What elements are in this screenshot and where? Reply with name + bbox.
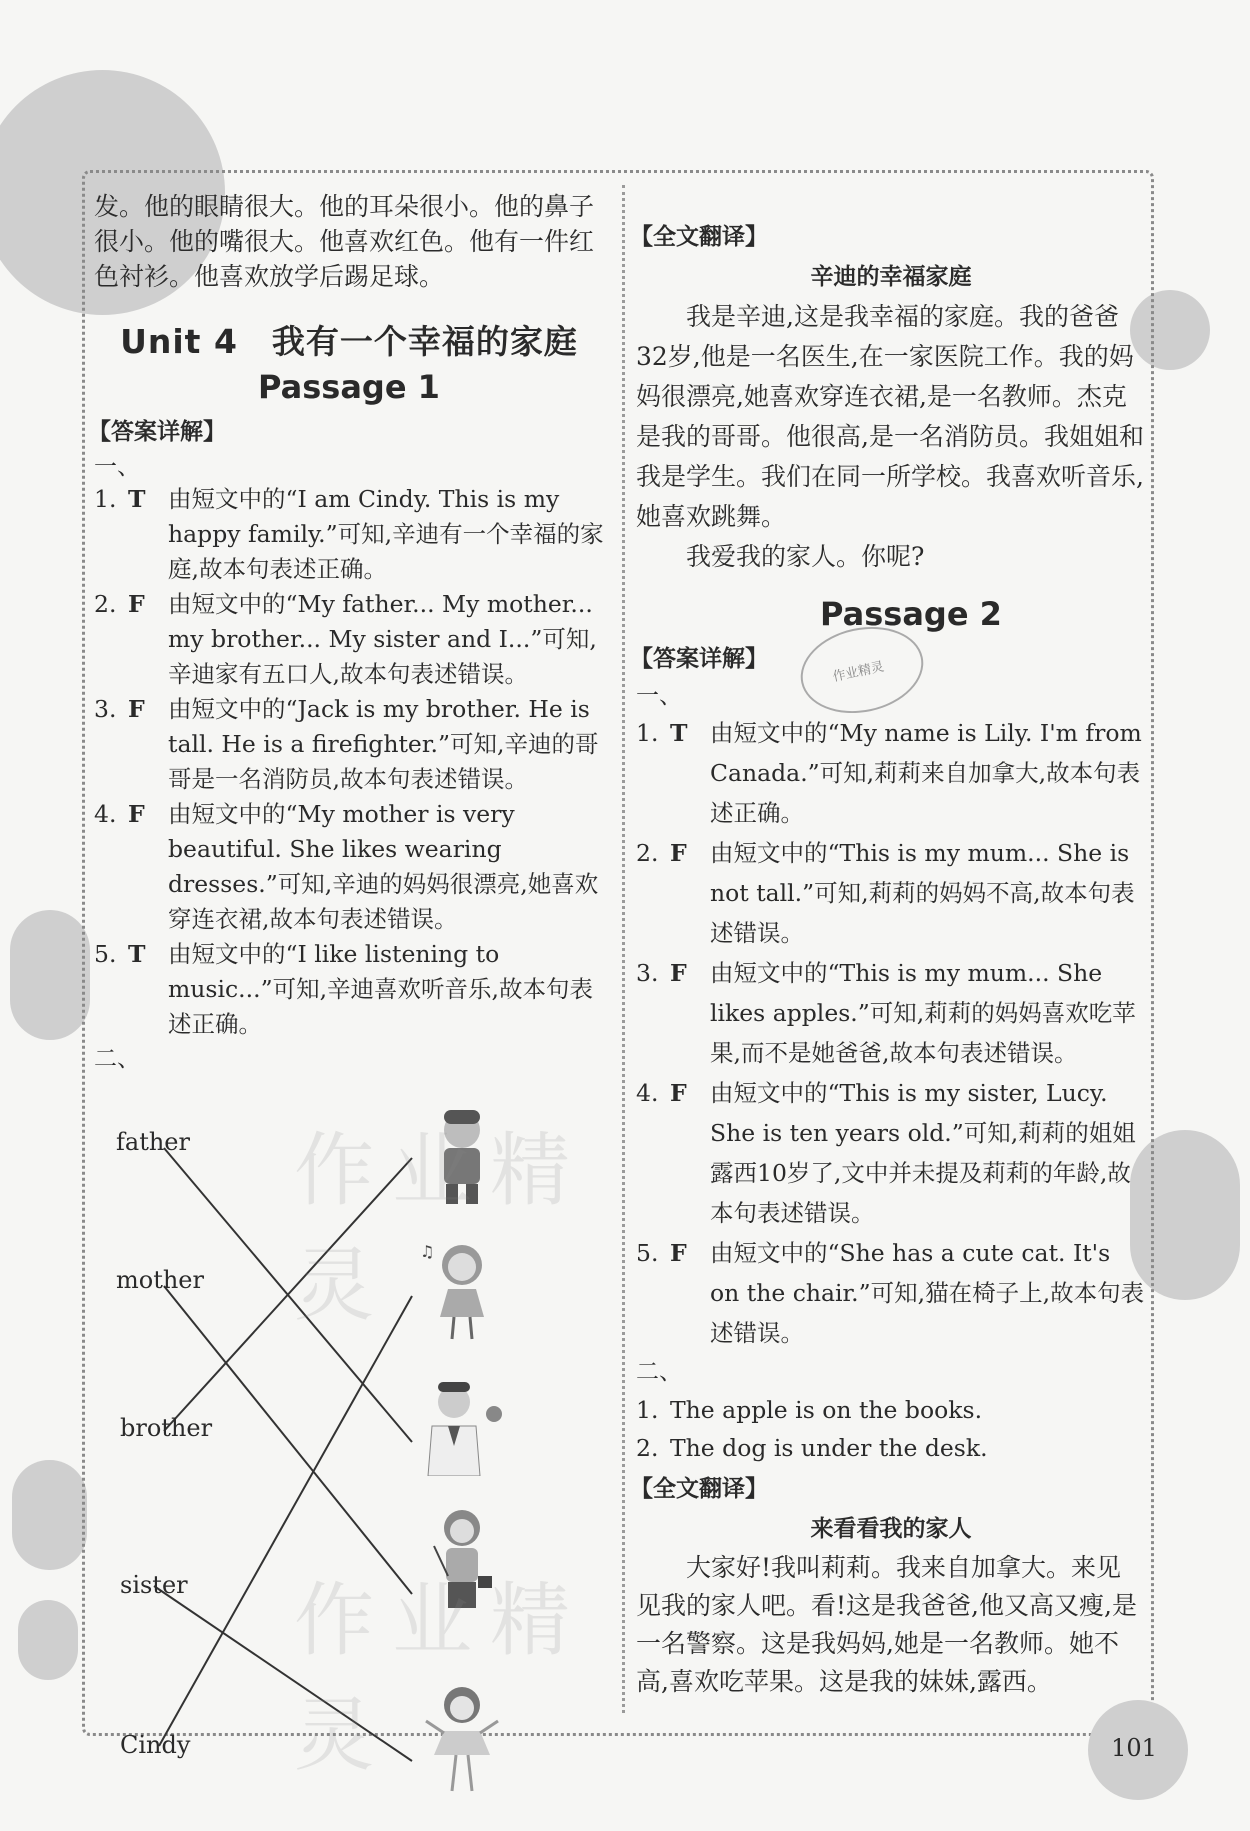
translation-paragraph-1: 我是辛迪,这是我幸福的家庭。我的爸爸32岁,他是一名医生,在一家医院工作。我的妈妈很漂亮,她喜欢穿连衣裙,是一名教师。杰克是我的哥哥。他很高,是一名消防员。我姐姐和我是学生。我们在同一所学校。我喜欢听音乐,她喜欢跳舞。 [636, 302, 1144, 531]
item-explanation: 由短文中的“My father... My mother... my brother... My sister and I...”可知,辛迪家有五口人,故本句表述错误。 [168, 590, 597, 688]
answer-item [636, 713, 1146, 833]
translation-tag-2: 【全文翻译】 [630, 1476, 768, 1502]
translation-2-paragraph-1: 大家好!我叫莉莉。我来自加拿大。来见见我的家人吧。看!这是我爸爸,他又高又瘦,是一名警察。这是我妈妈,她是一名教师。她不高,喜欢吃苹果。这是我的妹妹,露西。 [636, 1553, 1137, 1696]
item-explanation: 由短文中的“My name is Lily. I'm from Canada.”可知,莉莉来自加拿大,故本句表述正确。 [710, 719, 1142, 827]
sentence-item [636, 1391, 1146, 1429]
sentence-item [636, 1429, 1146, 1467]
watermark-top: 作业精灵 [294, 1124, 588, 1332]
answer-tag: 【答案详解】 [88, 419, 226, 445]
passage-2-title: Passage 2 [820, 595, 1002, 633]
item-answer: F [670, 1239, 687, 1267]
svg-text:♫: ♫ [420, 1242, 435, 1261]
item-explanation: 由短文中的“This is my mum... She likes apples.”可知,莉莉的妈妈喜欢吃苹果,而不是她爸爸,故本句表述错误。 [710, 959, 1136, 1067]
translation-tag: 【全文翻译】 [630, 224, 768, 250]
answer-item [636, 833, 1146, 953]
item-number: 3. [94, 695, 117, 723]
answer-item [636, 1233, 1146, 1353]
item-number: 4. [94, 800, 117, 828]
item-explanation: 由短文中的“She has a cute cat. It's on the chair.”可知,猫在椅子上,故本句表述错误。 [710, 1239, 1145, 1347]
item-number: 2. [94, 590, 117, 618]
match-word-mother: mother [116, 1266, 204, 1294]
item-explanation: 由短文中的“I am Cindy. This is my happy family.”可知,辛迪有一个幸福的家庭,故本句表述正确。 [168, 485, 604, 583]
item-number: 1. [94, 485, 117, 513]
item-number: 2. [636, 839, 659, 867]
item-explanation: 由短文中的“This is my mum... She is not tall.”可知,莉莉的妈妈不高,故本句表述错误。 [710, 839, 1135, 947]
translation-title-2: 来看看我的家人 [810, 1516, 972, 1542]
item-number: 5. [636, 1239, 659, 1267]
left-column [88, 185, 604, 1796]
decorative-circle-left-bottom [12, 1460, 87, 1570]
item-explanation: 由短文中的“This is my sister, Lucy. She is ten years old.”可知,莉莉的姐姐露西10岁了,文中并未提及莉莉的年龄,故本句表述错误。 [710, 1079, 1136, 1227]
unit-title: Unit 4 我有一个幸福的家庭 [120, 322, 578, 361]
translation-paragraph-2: 我爱我的家人。你呢? [686, 542, 925, 571]
answer-tag-2: 【答案详解】 [630, 646, 768, 672]
item-answer: F [670, 839, 687, 867]
page-number-badge [1088, 1700, 1188, 1800]
matching-exercise [94, 1086, 604, 1796]
match-word-sister: sister [120, 1571, 188, 1599]
item-number: 5. [94, 940, 117, 968]
answer-item [94, 587, 604, 692]
item-answer: T [128, 485, 146, 513]
item-answer: T [128, 940, 146, 968]
answer-item [94, 797, 604, 937]
decorative-circle-left-middle [10, 910, 90, 1040]
decorative-circle-left-bottom-2 [18, 1600, 78, 1680]
intro-text: 发。他的眼睛很大。他的耳朵很小。他的鼻子很小。他的嘴很大。他喜欢红色。他有一件红色衬衫。他喜欢放学后踢足球。 [94, 192, 595, 291]
answer-list [94, 482, 604, 1042]
match-word-brother: brother [120, 1414, 213, 1442]
answer-item [636, 1073, 1146, 1233]
section-two-label: 二、 [94, 1046, 140, 1072]
answer-list-2 [636, 713, 1146, 1353]
right-column [630, 185, 1146, 1701]
answer-item [94, 937, 604, 1042]
section-one-label: 一、 [94, 454, 140, 480]
sentence-text: The dog is under the desk. [670, 1434, 988, 1462]
watermark-bottom: 作业精灵 [294, 1574, 588, 1782]
item-number: 3. [636, 959, 659, 987]
answer-item [94, 482, 604, 587]
item-answer: F [128, 695, 145, 723]
translation-title: 辛迪的幸福家庭 [810, 264, 972, 290]
passage-1-title: Passage 1 [258, 368, 440, 406]
sentence-number: 2. [636, 1434, 659, 1462]
sentence-number: 1. [636, 1396, 659, 1424]
item-number: 4. [636, 1079, 659, 1107]
column-divider [622, 185, 625, 1713]
item-explanation: 由短文中的“My mother is very beautiful. She likes wearing dresses.”可知,辛迪的妈妈很漂亮,她喜欢穿连衣裙,故本句表述错误。 [168, 800, 599, 933]
match-word-cindy: Cindy [120, 1731, 191, 1759]
answer-item [94, 692, 604, 797]
match-word-father: father [116, 1128, 190, 1156]
item-answer: T [670, 719, 688, 747]
section-one-label-2: 一、 [636, 683, 682, 709]
sentence-text: The apple is on the books. [670, 1396, 983, 1424]
item-explanation: 由短文中的“Jack is my brother. He is tall. He is a firefighter.”可知,辛迪的哥哥是一名消防员,故本句表述错误。 [168, 695, 599, 793]
item-number: 1. [636, 719, 659, 747]
page-number: 101 [1111, 1734, 1157, 1762]
answer-item [636, 953, 1146, 1073]
item-answer: F [128, 800, 145, 828]
item-explanation: 由短文中的“I like listening to music...”可知,辛迪喜欢听音乐,故本句表述正确。 [168, 940, 594, 1038]
item-answer: F [128, 590, 145, 618]
stamp-text: 作业精灵 [831, 659, 886, 686]
item-answer: F [670, 959, 687, 987]
item-answer: F [670, 1079, 687, 1107]
section-two-label-2: 二、 [636, 1359, 682, 1385]
doctor-figure [414, 1376, 510, 1476]
